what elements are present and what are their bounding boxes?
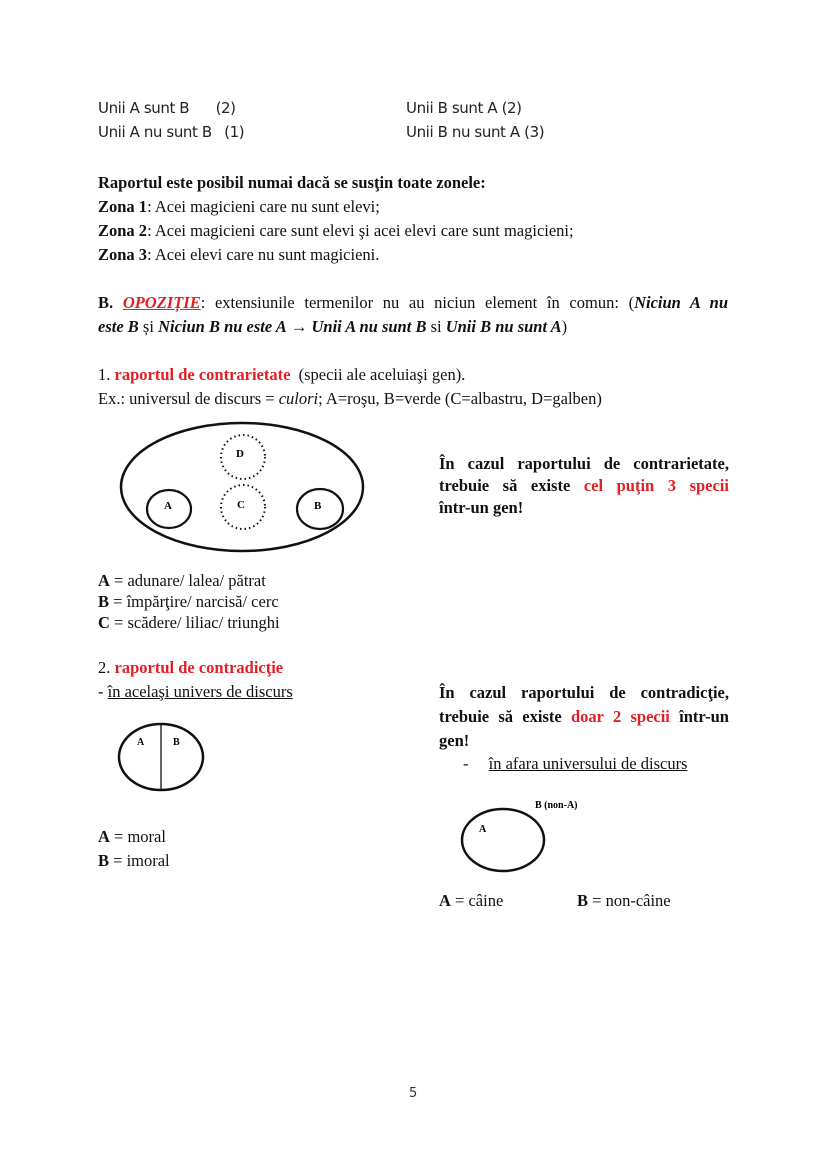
- relation-code: (3): [524, 123, 545, 141]
- contrarietate-note-line-3: într-un gen!: [439, 498, 524, 517]
- zone-text: : Acei elevi care nu sunt magicieni.: [147, 245, 380, 264]
- example-text: = non-câine: [588, 891, 671, 910]
- relation-a-some-not-b: [98, 123, 244, 141]
- label-b: B: [173, 737, 180, 748]
- example-label: C: [98, 613, 110, 632]
- example-universe: culori: [278, 389, 319, 408]
- contradictie-diagram: [110, 720, 210, 795]
- zone-text: : Acei magicieni care nu sunt elevi;: [147, 197, 380, 216]
- note-highlight: doar 2 specii: [570, 707, 670, 726]
- label-a: A: [164, 500, 172, 512]
- formula-part: Unii A nu sunt B: [311, 317, 427, 336]
- label-c: C: [237, 499, 245, 511]
- contradictie-note-line-1: În cazul raportului de contradicţie,: [439, 683, 729, 702]
- section-b-line-1: [98, 291, 728, 315]
- contrarietate-example: [98, 387, 602, 411]
- dash: -: [463, 754, 469, 773]
- label-a: A: [137, 737, 145, 748]
- zone-label: Zona 3: [98, 245, 148, 264]
- contrarietate-example-c: [98, 612, 280, 633]
- relation-b-some-a: [406, 99, 522, 117]
- section-title: raportul de contradicţie: [114, 658, 284, 677]
- relation-a-some-b: [98, 99, 236, 117]
- same-universe-label: în acelaşi univers de discurs: [107, 682, 293, 701]
- contradictie-note-line-2: [439, 705, 729, 729]
- label-b: B: [314, 500, 322, 512]
- contrarietate-note-line-2: [439, 474, 729, 498]
- relation-text: Unii A nu sunt B: [98, 123, 212, 141]
- example-label: A: [439, 891, 451, 910]
- contrarietate-note-line-1: În cazul raportului de contrarietate,: [439, 454, 729, 473]
- example-label: B: [98, 592, 110, 611]
- example-rest: ; A=roşu, B=verde (C=albastru, D=galben): [318, 389, 602, 408]
- section-number: 1.: [98, 365, 111, 384]
- example-label: A: [98, 827, 110, 846]
- note-text: într-un: [669, 707, 729, 726]
- example-text: = împărţire/ narcisă/ cerc: [109, 592, 279, 611]
- label-d: D: [236, 448, 244, 460]
- arrow-icon: →: [286, 317, 312, 336]
- contradictie-heading: [98, 656, 283, 680]
- section-number: 2.: [98, 658, 111, 677]
- section-description: : extensiunile termenilor nu au niciun element în comun: (: [200, 293, 635, 312]
- zone-3: [98, 243, 379, 267]
- example-text: = moral: [109, 827, 166, 846]
- section-subtitle: (specii ale aceluiaşi gen).: [298, 365, 466, 384]
- outside-example-b: [577, 889, 671, 913]
- section-title: raportul de contrarietate: [114, 365, 291, 384]
- example-prefix: Ex.: universul de discurs =: [98, 389, 279, 408]
- outside-universe-line: [463, 752, 687, 776]
- closing-paren: ): [561, 317, 568, 336]
- formula-part: este B: [98, 317, 139, 336]
- outside-universe-diagram: [455, 795, 595, 875]
- label-a: A: [479, 824, 487, 835]
- relation-code: (2): [215, 99, 236, 117]
- section-b-line-2: [98, 315, 567, 339]
- zone-text: : Acei magicieni care sunt elevi şi acei elevi care sunt magicieni;: [147, 221, 574, 240]
- section-title: OPOZIȚIE: [122, 293, 201, 312]
- example-label: A: [98, 571, 110, 590]
- zone-2: [98, 219, 574, 243]
- label-b-non-a: B (non-A): [535, 800, 578, 811]
- note-text: trebuie să existe: [439, 476, 584, 495]
- example-text: = scădere/ liliac/ triunghi: [109, 613, 280, 632]
- relation-code: (2): [501, 99, 522, 117]
- relation-code: (1): [224, 123, 245, 141]
- example-text: = câine: [450, 891, 504, 910]
- contradictie-note-line-3: gen!: [439, 731, 470, 750]
- example-label: B: [98, 851, 110, 870]
- formula-part: Niciun B nu este A: [158, 317, 287, 336]
- section-prefix: B.: [98, 293, 114, 312]
- example-text: = adunare/ lalea/ pătrat: [109, 571, 266, 590]
- contrarietate-heading: [98, 363, 465, 387]
- relation-text: Unii B sunt A: [406, 99, 498, 117]
- zones-heading: Raportul este posibil numai dacă se susţin toate zonele:: [98, 173, 486, 192]
- contradictie-example-b: [98, 849, 170, 873]
- note-highlight: cel puţin 3 specii: [583, 476, 729, 495]
- outside-universe-label: în afara universului de discurs: [488, 754, 688, 773]
- relation-text: Unii A sunt B: [98, 99, 190, 117]
- outside-example-a: [439, 889, 503, 913]
- relation-b-some-not-a: [406, 123, 544, 141]
- relation-text: Unii B nu sunt A: [406, 123, 520, 141]
- connector: si: [426, 317, 446, 336]
- contradictie-example-a: [98, 825, 166, 849]
- zone-label: Zona 2: [98, 221, 148, 240]
- genus-ellipse: [121, 423, 363, 551]
- dash: -: [98, 682, 108, 701]
- formula-part: Unii B nu sunt A: [445, 317, 562, 336]
- example-label: B: [577, 891, 589, 910]
- zone-label: Zona 1: [98, 197, 148, 216]
- note-text: trebuie să existe: [439, 707, 571, 726]
- zone-1: [98, 195, 380, 219]
- contrarietate-example-b: [98, 591, 279, 612]
- same-universe-line: [98, 680, 293, 704]
- set-a-ellipse: [462, 809, 544, 871]
- page-number: 5: [409, 1086, 418, 1101]
- contrarietate-diagram: [110, 415, 380, 560]
- connector: și: [138, 317, 159, 336]
- contrarietate-example-a: [98, 570, 266, 591]
- example-text: = imoral: [109, 851, 170, 870]
- section-formula: Niciun A nu: [634, 293, 728, 312]
